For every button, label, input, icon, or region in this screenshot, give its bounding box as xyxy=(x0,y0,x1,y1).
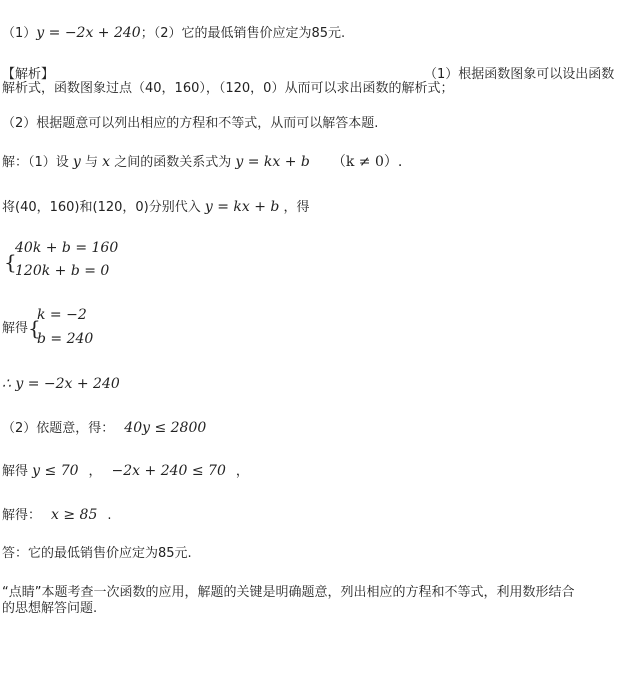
final-inequality: x ≥ 85 xyxy=(51,507,98,523)
left-brace: { xyxy=(28,316,41,340)
solution-line6 xyxy=(2,462,249,481)
solved-label-2: 解得 xyxy=(2,464,29,479)
answer-equation: y = −2x + 240 xyxy=(36,25,141,41)
solution-line2 xyxy=(2,198,310,217)
final-answer: 答：它的最低销售价应定为85元. xyxy=(2,546,192,561)
substitution-equation: y = kx + b xyxy=(204,199,280,215)
inequality-y: y ≤ 70 xyxy=(32,463,79,479)
comment-line2: 的思想解答问题. xyxy=(2,601,98,616)
part2-label: （2）依题意，得： xyxy=(2,421,115,436)
analysis-heading: 【解析】 xyxy=(2,67,55,82)
var-y: y xyxy=(72,154,81,170)
inequality-x-expression: −2x + 240 ≤ 70 xyxy=(111,463,226,479)
solution-line1-text-c: 之间的函数关系式为 xyxy=(114,155,232,170)
period: . xyxy=(107,508,112,523)
answer-line xyxy=(2,24,345,43)
solution-line7 xyxy=(2,506,112,525)
comment-line1: “点睛”本题考查一次函数的应用，解题的关键是明确题意，列出相应的方程和不等式，利用数形结合 xyxy=(2,585,575,600)
solution-line1-text-b: 与 xyxy=(84,155,98,170)
solution-line2-suffix: ，得 xyxy=(283,200,310,215)
therefore-equation: ∴ y = −2x + 240 xyxy=(2,376,120,392)
linear-function-equation: y = kx + b xyxy=(235,154,310,170)
solution-line5 xyxy=(2,419,206,438)
solved-label-3: 解得： xyxy=(2,508,42,523)
answer-part2-text: ；（2）它的最低销售价应定为85元. xyxy=(140,26,346,41)
var-x: x xyxy=(102,154,111,170)
solution-line1-text-a: 解：（1）设 xyxy=(2,155,69,170)
solution-line2-text: 将(40，160)和(120，0)分别代入 xyxy=(2,200,201,215)
nonzero-condition: （k ≠ 0）. xyxy=(331,154,403,170)
system1-row1: 40k + b = 160 xyxy=(15,240,119,256)
analysis-line1-right: （1）根据函数图象可以设出函数 xyxy=(424,67,615,82)
analysis-line3: （2）根据题意可以列出相应的方程和不等式，从而可以解答本题. xyxy=(2,116,379,131)
solution-line1 xyxy=(2,153,402,172)
answer-part1-label: （1） xyxy=(2,26,37,41)
system1-row2: 120k + b = 0 xyxy=(15,263,110,279)
system2-row1: k = −2 xyxy=(37,307,87,323)
inequality-1: 40y ≤ 2800 xyxy=(124,420,207,436)
comma: ， xyxy=(235,464,249,479)
solved-label: 解得 xyxy=(2,321,29,336)
left-brace: { xyxy=(4,250,17,274)
analysis-line2: 解析式，函数图象过点（40，160），（120，0）从而可以求出函数的解析式； xyxy=(2,81,454,96)
therefore-line xyxy=(2,375,120,393)
comma: ， xyxy=(88,464,102,479)
system2-row2: b = 240 xyxy=(37,331,94,347)
